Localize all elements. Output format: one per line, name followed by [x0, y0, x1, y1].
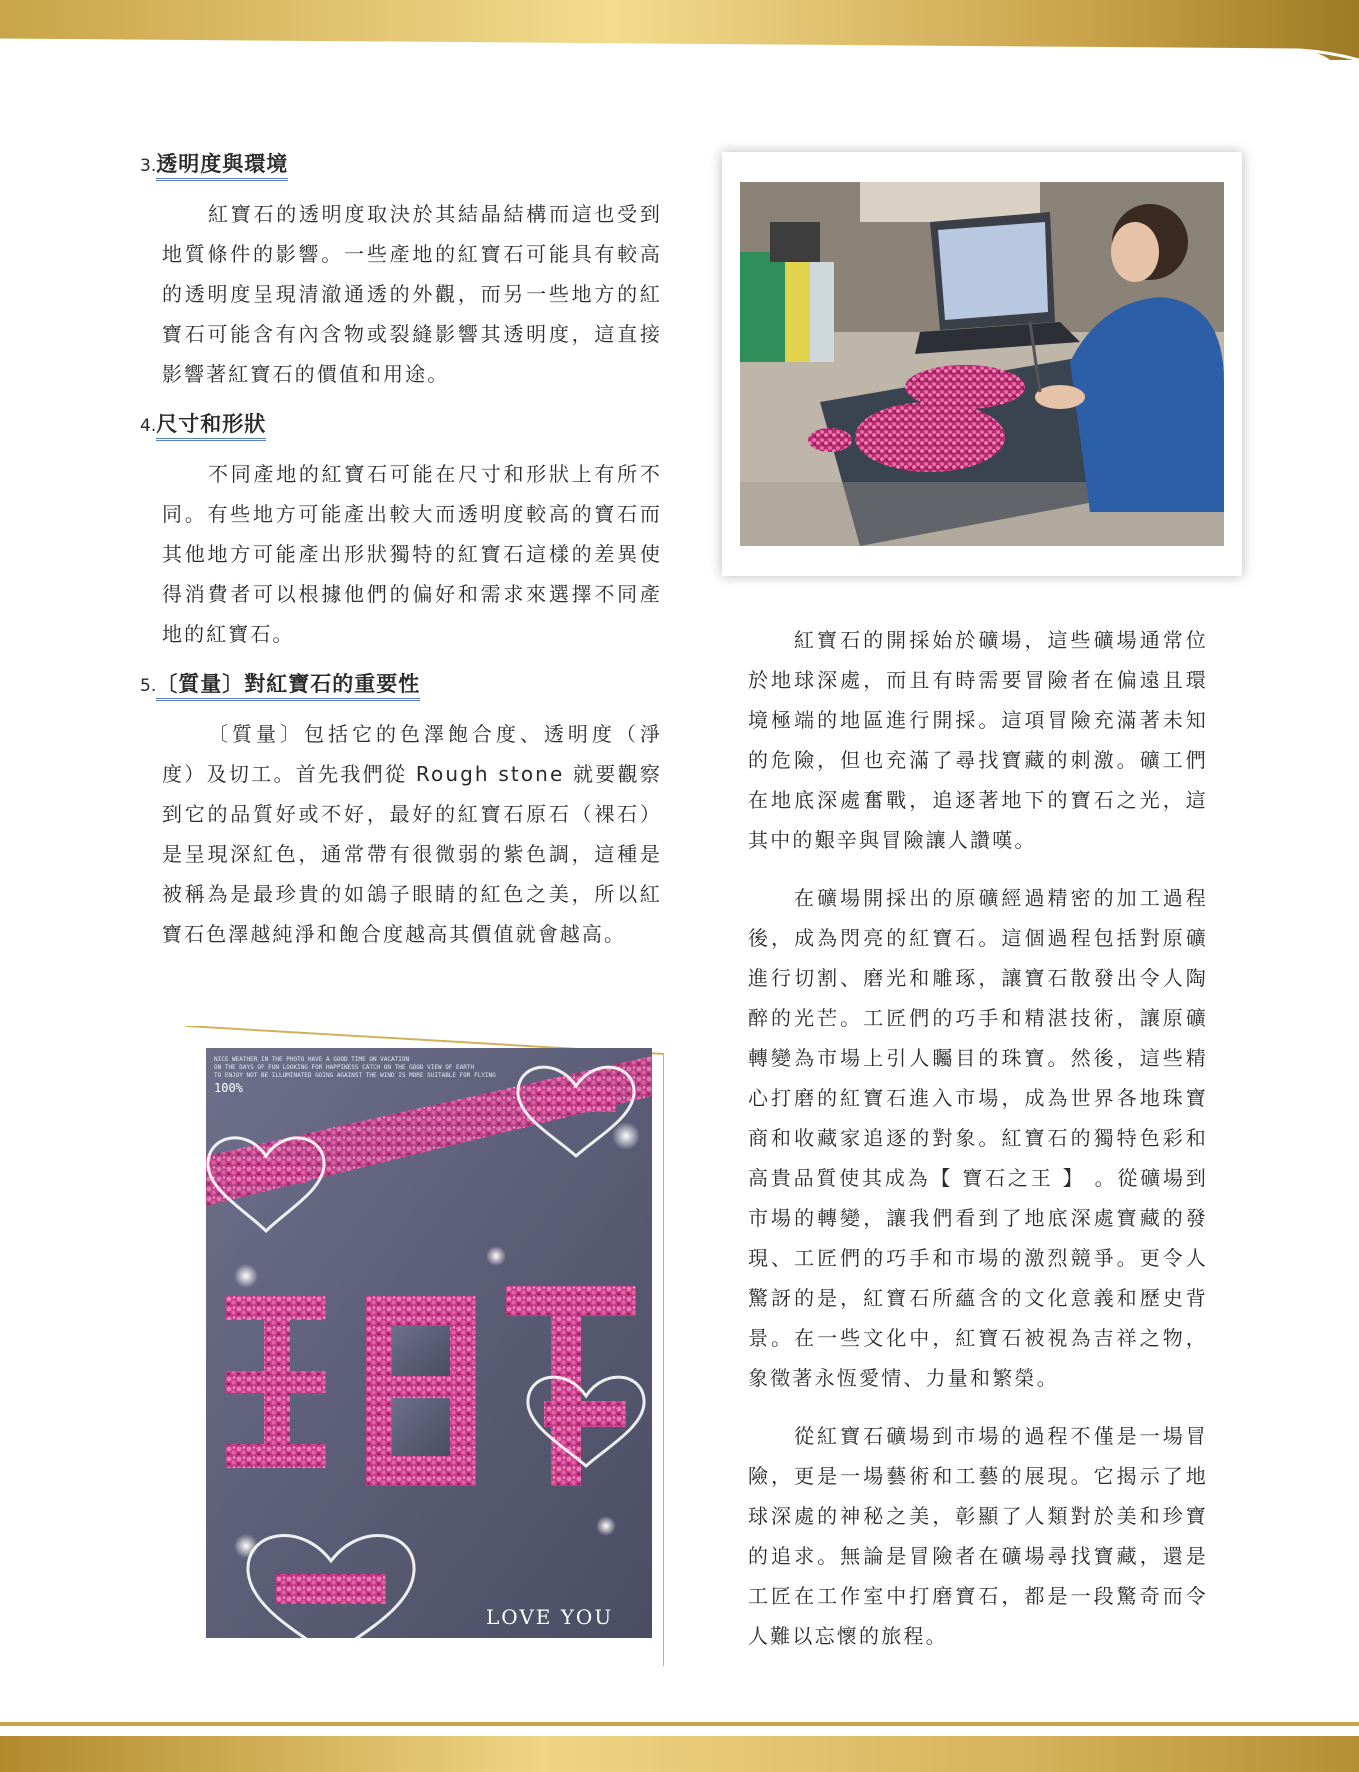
- paragraph: 不同產地的紅寶石可能在尺寸和形狀上有所不同。有些地方可能產出較大而透明度較高的寶石而其他地方可能產出形狀獨特的紅寶石這樣的差異使得消費者可以根據他們的偏好和需求來選擇不同產地的紅寶石。: [162, 462, 662, 646]
- section-heading: [140, 408, 662, 438]
- paragraph: 從紅寶石礦場到市場的過程不僅是一場冒險，更是一場藝術和工藝的展現。它揭示了地球深處的神秘之美，彰顯了人類對於美和珍寶的追求。無論是冒險者在礦場尋找寶藏，還是工匠在工作室中打磨寶石，都是一段驚奇而令人難以忘懷的旅程。: [748, 1424, 1208, 1648]
- paragraph: 紅寶石的透明度取決於其結晶結構而這也受到地質條件的影響。一些產地的紅寶石可能具有較高的透明度呈現清澈通透的外觀，而另一些地方的紅寶石可能含有內含物或裂縫影響其透明度，這直接影響著紅寶石的價值和用途。: [162, 202, 662, 386]
- poster-love-text: LOVE YOU: [486, 1605, 614, 1629]
- workshop-photo: [740, 182, 1224, 546]
- paragraph: 在礦場開採出的原礦經過精密的加工過程後，成為閃亮的紅寶石。這個過程包括對原礦進行切割、磨光和雕琢，讓寶石散發出令人陶醉的光芒。工匠們的巧手和精湛技術，讓原礦轉變為市場上引人矚目的珠寶。然後，這些精心打磨的紅寶石進入市場，成為世界各地珠寶商和收藏家追逐的對象。紅寶石的獨特色彩和高貴品質使其成為【 寶石之王 】 。從礦場到市場的轉變，讓我們看到了地底深處寶藏的發現、工匠們的巧手和市場的激烈競爭。更令人驚訝的是，紅寶石所蘊含的文化意義和歷史背景。在一些文化中，紅寶石被視為吉祥之物，象徵著永恆愛情、力量和繁榮。: [748, 886, 1208, 1390]
- section-number: 3.: [140, 156, 157, 176]
- top-gold-border: [0, 0, 1359, 60]
- left-column: [140, 148, 662, 968]
- paragraph: 紅寶石的開採始於礦場，這些礦場通常位於地球深處，而且有時需要冒險者在偏遠且環境極端的地區進行開採。這項冒險充滿著未知的危險，但也充滿了尋找寶藏的刺激。礦工們在地底深處奮戰，追逐著地下的寶石之光，這其中的艱辛與冒險讓人讚嘆。: [748, 628, 1208, 852]
- paragraph: 〔質量〕包括它的色澤飽合度、透明度（淨度）及切工。首先我們從 Rough stone 就要觀察到它的品質好或不好，最好的紅寶石原石（裸石）是呈現深紅色，通常帶有很微弱的紫色調，這種是被稱為是最珍貴的如鴿子眼睛的紅色之美，所以紅寶石色澤越純淨和飽合度越高其價值就會越高。: [162, 722, 662, 946]
- section-heading: [140, 668, 662, 698]
- ruby-hearts-poster: [186, 1026, 664, 1666]
- section-heading: [140, 148, 662, 178]
- section-number: 4.: [140, 416, 157, 436]
- workshop-photo-frame: [722, 152, 1242, 576]
- section-title: 尺寸和形狀: [156, 412, 266, 441]
- section-number: 5.: [140, 676, 157, 696]
- section-title: 透明度與環境: [156, 152, 288, 181]
- poster-small-text: NICE WEATHER IN THE PHOTO HAVE A GOOD TIME ON VACATION: [214, 1056, 410, 1063]
- poster-percent: 100%: [214, 1081, 243, 1095]
- right-column: [748, 620, 1208, 1674]
- poster-small-text: TO ENJOY NOT BE ILLUMINATED GOING AGAINST THE WIND IS MORE SUITABLE FOR FLYING: [214, 1072, 496, 1079]
- poster-small-text: ON THE DAYS OF FUN LOOKING FOR HAPPINESS CATCH ON THE GOOD VIEW OF EARTH: [214, 1064, 475, 1071]
- bottom-gold-border: [0, 1722, 1359, 1772]
- section-title: 〔質量〕對紅寶石的重要性: [156, 672, 420, 701]
